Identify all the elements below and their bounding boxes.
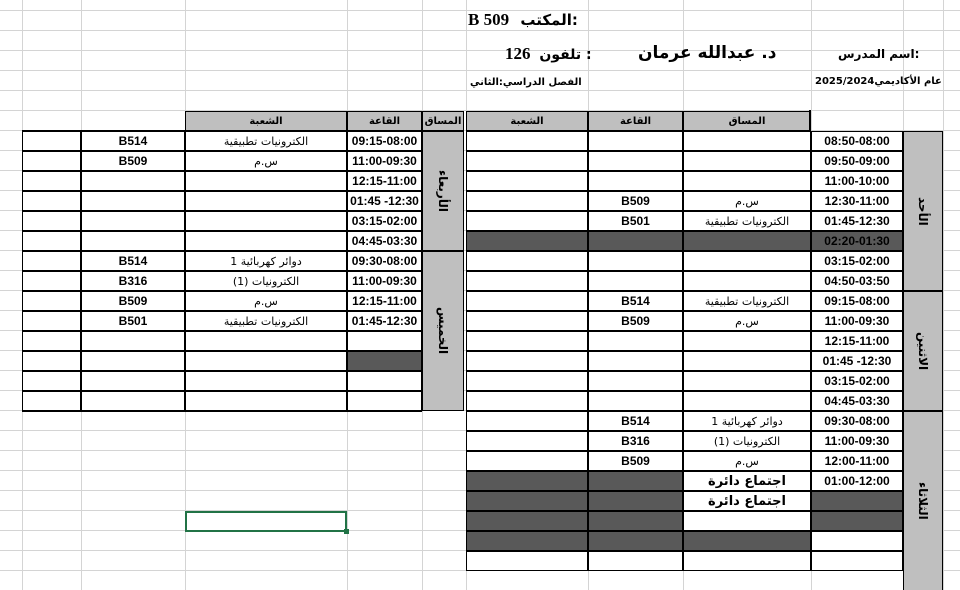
office-info [468,10,578,30]
left-thursday-room-cell[interactable] [81,331,185,351]
left-thursday-room-cell[interactable]: B509 [81,291,185,311]
right-tuesday-course-cell[interactable]: دوائر كهربائية 1 [683,411,811,431]
day-tuesday [903,411,943,590]
left-wednesday-room-cell[interactable] [81,191,185,211]
phone-label: تلفون : [539,47,592,63]
selected-cell[interactable] [185,511,347,532]
left-thursday-course-cell[interactable]: الكترونيات (1) [185,271,347,291]
right-sunday-hall-cell[interactable] [588,271,683,291]
right-monday-hall-cell[interactable]: B514 [588,291,683,311]
left-header-hall: القاعة [347,111,422,131]
day-tuesday-label: الثلاثاء [916,482,930,520]
right-tuesday-blocked-course [683,531,811,551]
right-tuesday-section-cell[interactable] [466,411,588,431]
left-thursday-course-cell[interactable] [185,351,347,371]
right-tuesday-course-cell[interactable]: اجتماع دائرة [683,491,811,511]
right-tuesday-blocked-hall [588,531,683,551]
right-monday-section-cell[interactable] [466,351,588,371]
right-tuesday-time-cell[interactable]: 01:00-12:00 [811,471,903,491]
right-monday-section-cell[interactable] [466,391,588,411]
right-sunday-time-cell[interactable]: 11:00-10:00 [811,171,903,191]
right-tuesday-hall-cell[interactable]: B514 [588,411,683,431]
right-sunday-time-cell[interactable]: 03:15-02:00 [811,251,903,271]
right-monday-course-cell[interactable]: س.م [683,311,811,331]
right-tuesday-course-cell[interactable]: اجتماع دائرة [683,471,811,491]
right-tuesday-empty-time[interactable] [811,531,903,551]
grid-row-line [0,70,960,71]
left-thursday-course-cell[interactable]: س.م [185,291,347,311]
day-monday-label: الاثنين [916,331,930,371]
right-tuesday-time-cell[interactable]: 11:00-09:30 [811,431,903,451]
left-thursday-blank-cell[interactable] [22,371,81,391]
left-wednesday-room-cell[interactable]: B509 [81,151,185,171]
right-tuesday-empty-section[interactable] [466,551,588,571]
left-table-top-border [22,130,422,132]
right-monday-section-cell[interactable] [466,311,588,331]
day-monday [903,291,943,411]
left-thursday-time-cell[interactable] [347,351,422,371]
left-thursday-time-cell[interactable]: 09:30-08:00 [347,251,422,271]
left-wednesday-course-cell[interactable]: س.م [185,151,347,171]
left-wednesday-time-cell[interactable]: 01:45 -12:30 [347,191,422,211]
left-wednesday-blank-cell[interactable] [22,211,81,231]
left-table-bottom-border [22,410,422,412]
right-monday-time-cell[interactable]: 11:00-09:30 [811,311,903,331]
right-tuesday-empty-hall[interactable] [588,551,683,571]
right-tuesday-blocked-section [466,471,588,491]
left-wednesday-course-cell[interactable] [185,191,347,211]
right-monday-time-cell[interactable]: 03:15-02:00 [811,371,903,391]
left-header-course: المساق [422,111,464,131]
left-thursday-time-cell[interactable]: 01:45-12:30 [347,311,422,331]
left-wednesday-time-cell[interactable]: 11:00-09:30 [347,151,422,171]
left-thursday-room-cell[interactable]: B514 [81,251,185,271]
right-monday-time-cell[interactable]: 01:45 -12:30 [811,351,903,371]
right-sunday-section-cell[interactable] [466,251,588,271]
right-monday-time-cell[interactable]: 12:15-11:00 [811,331,903,351]
right-tuesday-section-cell[interactable] [466,451,588,471]
left-thursday-blank-cell[interactable] [22,291,81,311]
right-sunday-hall-cell[interactable] [588,251,683,271]
left-wednesday-room-cell[interactable] [81,231,185,251]
right-tuesday-blocked-section [466,491,588,511]
right-tuesday-empty-time[interactable] [811,551,903,571]
right-sunday-section-cell[interactable] [466,151,588,171]
day-wednesday-label: الأربعاء [436,170,450,212]
left-thursday-course-cell[interactable] [185,371,347,391]
left-wednesday-room-cell[interactable]: B514 [81,131,185,151]
right-sunday-section-cell[interactable] [466,271,588,291]
left-thursday-blank-cell[interactable] [22,331,81,351]
right-tuesday-hall-cell[interactable]: B316 [588,431,683,451]
left-thursday-room-cell[interactable] [81,351,185,371]
right-sunday-time-cell[interactable]: 12:30-11:00 [811,191,903,211]
right-sunday-section-cell[interactable] [466,171,588,191]
left-thursday-time-cell[interactable]: 12:15-11:00 [347,291,422,311]
right-sunday-hall-cell[interactable] [588,171,683,191]
right-tuesday-blocked-hall [588,471,683,491]
semester: الفصل الدراسي:الثاني [470,77,582,88]
left-wednesday-blank-cell[interactable] [22,171,81,191]
right-sunday-section-cell[interactable] [466,211,588,231]
left-thursday-time-cell[interactable] [347,371,422,391]
right-sunday-hall-cell[interactable] [588,131,683,151]
day-thursday [422,251,464,411]
academic-year: عام الأكاديمي2025/2024 [815,76,942,87]
right-tuesday-hall-cell[interactable]: B509 [588,451,683,471]
right-sunday-hall-cell[interactable]: B509 [588,191,683,211]
left-thursday-room-cell[interactable]: B316 [81,271,185,291]
right-monday-section-cell[interactable] [466,371,588,391]
grid-col-line [943,0,944,590]
right-monday-section-cell[interactable] [466,331,588,351]
grid-row-line [0,30,960,31]
left-thursday-room-cell[interactable] [81,391,185,411]
right-tuesday-blocked-hall [588,511,683,531]
left-thursday-blank-cell[interactable] [22,351,81,371]
right-sunday-time-cell[interactable]: 01:45-12:30 [811,211,903,231]
left-thursday-room-cell[interactable]: B501 [81,311,185,331]
left-thursday-time-cell[interactable]: 11:00-09:30 [347,271,422,291]
left-wednesday-room-cell[interactable] [81,171,185,191]
right-monday-hall-cell[interactable]: B509 [588,311,683,331]
right-tuesday-blocked-section [466,531,588,551]
right-sunday-course-cell[interactable] [683,231,811,251]
right-sunday-time-cell[interactable]: 08:50-08:00 [811,131,903,151]
grid-row-line [0,50,960,51]
left-wednesday-course-cell[interactable] [185,211,347,231]
grid-row-line [0,90,960,91]
right-tuesday-time-cell[interactable]: 12:00-11:00 [811,451,903,471]
left-thursday-course-cell[interactable]: دوائر كهربائية 1 [185,251,347,271]
left-wednesday-time-cell[interactable]: 12:15-11:00 [347,171,422,191]
right-monday-time-cell[interactable]: 04:45-03:30 [811,391,903,411]
left-wednesday-course-cell[interactable] [185,231,347,251]
left-wednesday-blank-cell[interactable] [22,231,81,251]
right-sunday-hall-cell[interactable] [588,231,683,251]
right-header-hall: القاعة [588,111,683,131]
phone-info [505,44,592,64]
left-wednesday-time-cell[interactable]: 03:15-02:00 [347,211,422,231]
right-tuesday-course-cell[interactable]: الكترونيات (1) [683,431,811,451]
left-wednesday-course-cell[interactable]: الكترونيات تطبيقية [185,131,347,151]
right-sunday-time-cell[interactable]: 04:50-03:50 [811,271,903,291]
right-sunday-course-cell[interactable]: الكترونيات تطبيقية [683,211,811,231]
right-header-section: الشعبة [466,111,588,131]
right-tuesday-empty-course[interactable] [683,511,811,531]
right-monday-section-cell[interactable] [466,291,588,311]
right-monday-course-cell[interactable] [683,391,811,411]
right-sunday-hall-cell[interactable] [588,151,683,171]
right-sunday-course-cell[interactable] [683,151,811,171]
left-wednesday-time-cell[interactable]: 04:45-03:30 [347,231,422,251]
right-sunday-course-cell[interactable]: س.م [683,191,811,211]
right-sunday-course-cell[interactable] [683,251,811,271]
day-thursday-label: الخميس [436,307,450,355]
left-thursday-blank-cell[interactable] [22,391,81,411]
right-header-course: المساق [683,111,811,131]
right-sunday-course-cell[interactable] [683,171,811,191]
left-wednesday-blank-cell[interactable] [22,191,81,211]
phone-value: 126 [505,44,531,63]
left-wednesday-time-cell[interactable]: 09:15-08:00 [347,131,422,151]
right-sunday-section-cell[interactable] [466,131,588,151]
left-thursday-course-cell[interactable]: الكترونيات تطبيقية [185,311,347,331]
right-monday-course-cell[interactable] [683,351,811,371]
left-thursday-course-cell[interactable] [185,391,347,411]
right-tuesday-blocked-hall [588,491,683,511]
right-sunday-time-cell[interactable]: 02:20-01:30 [811,231,903,251]
left-thursday-time-cell[interactable] [347,331,422,351]
right-sunday-section-cell[interactable] [466,191,588,211]
left-thursday-blank-cell[interactable] [22,311,81,331]
left-thursday-blank-cell[interactable] [22,271,81,291]
fill-handle[interactable] [344,529,349,534]
office-label: المكتب: [520,11,578,29]
right-monday-course-cell[interactable] [683,331,811,351]
right-monday-course-cell[interactable] [683,371,811,391]
day-wednesday [422,131,464,251]
right-monday-hall-cell[interactable] [588,371,683,391]
right-tuesday-course-cell[interactable]: س.م [683,451,811,471]
right-sunday-section-cell[interactable] [466,231,588,251]
office-value: B 509 [468,10,510,29]
right-tuesday-empty-course[interactable] [683,551,811,571]
right-tuesday-blocked-time [811,511,903,531]
right-sunday-hall-cell[interactable]: B501 [588,211,683,231]
right-tuesday-blocked-section [466,511,588,531]
left-thursday-course-cell[interactable] [185,331,347,351]
right-sunday-time-cell[interactable]: 09:50-09:00 [811,151,903,171]
right-monday-hall-cell[interactable] [588,331,683,351]
left-wednesday-course-cell[interactable] [185,171,347,191]
day-sunday-label: الأحد [916,196,930,226]
right-monday-hall-cell[interactable] [588,391,683,411]
left-wednesday-blank-cell[interactable] [22,151,81,171]
right-tuesday-blocked-time [811,491,903,511]
day-sunday [903,131,943,291]
left-header-section: الشعبة [185,111,347,131]
right-monday-time-cell[interactable]: 09:15-08:00 [811,291,903,311]
right-sunday-course-cell[interactable] [683,271,811,291]
instructor-label: اسم المدرس: [838,47,920,61]
left-thursday-time-cell[interactable] [347,391,422,411]
right-sunday-course-cell[interactable] [683,131,811,151]
right-header-edge [809,110,811,132]
left-thursday-blank-cell[interactable] [22,251,81,271]
right-monday-course-cell[interactable]: الكترونيات تطبيقية [683,291,811,311]
right-monday-hall-cell[interactable] [588,351,683,371]
instructor-name: د. عبدالله عرمان [638,43,777,63]
left-thursday-room-cell[interactable] [81,371,185,391]
left-wednesday-room-cell[interactable] [81,211,185,231]
left-wednesday-blank-cell[interactable] [22,131,81,151]
right-tuesday-section-cell[interactable] [466,431,588,451]
right-tuesday-time-cell[interactable]: 09:30-08:00 [811,411,903,431]
